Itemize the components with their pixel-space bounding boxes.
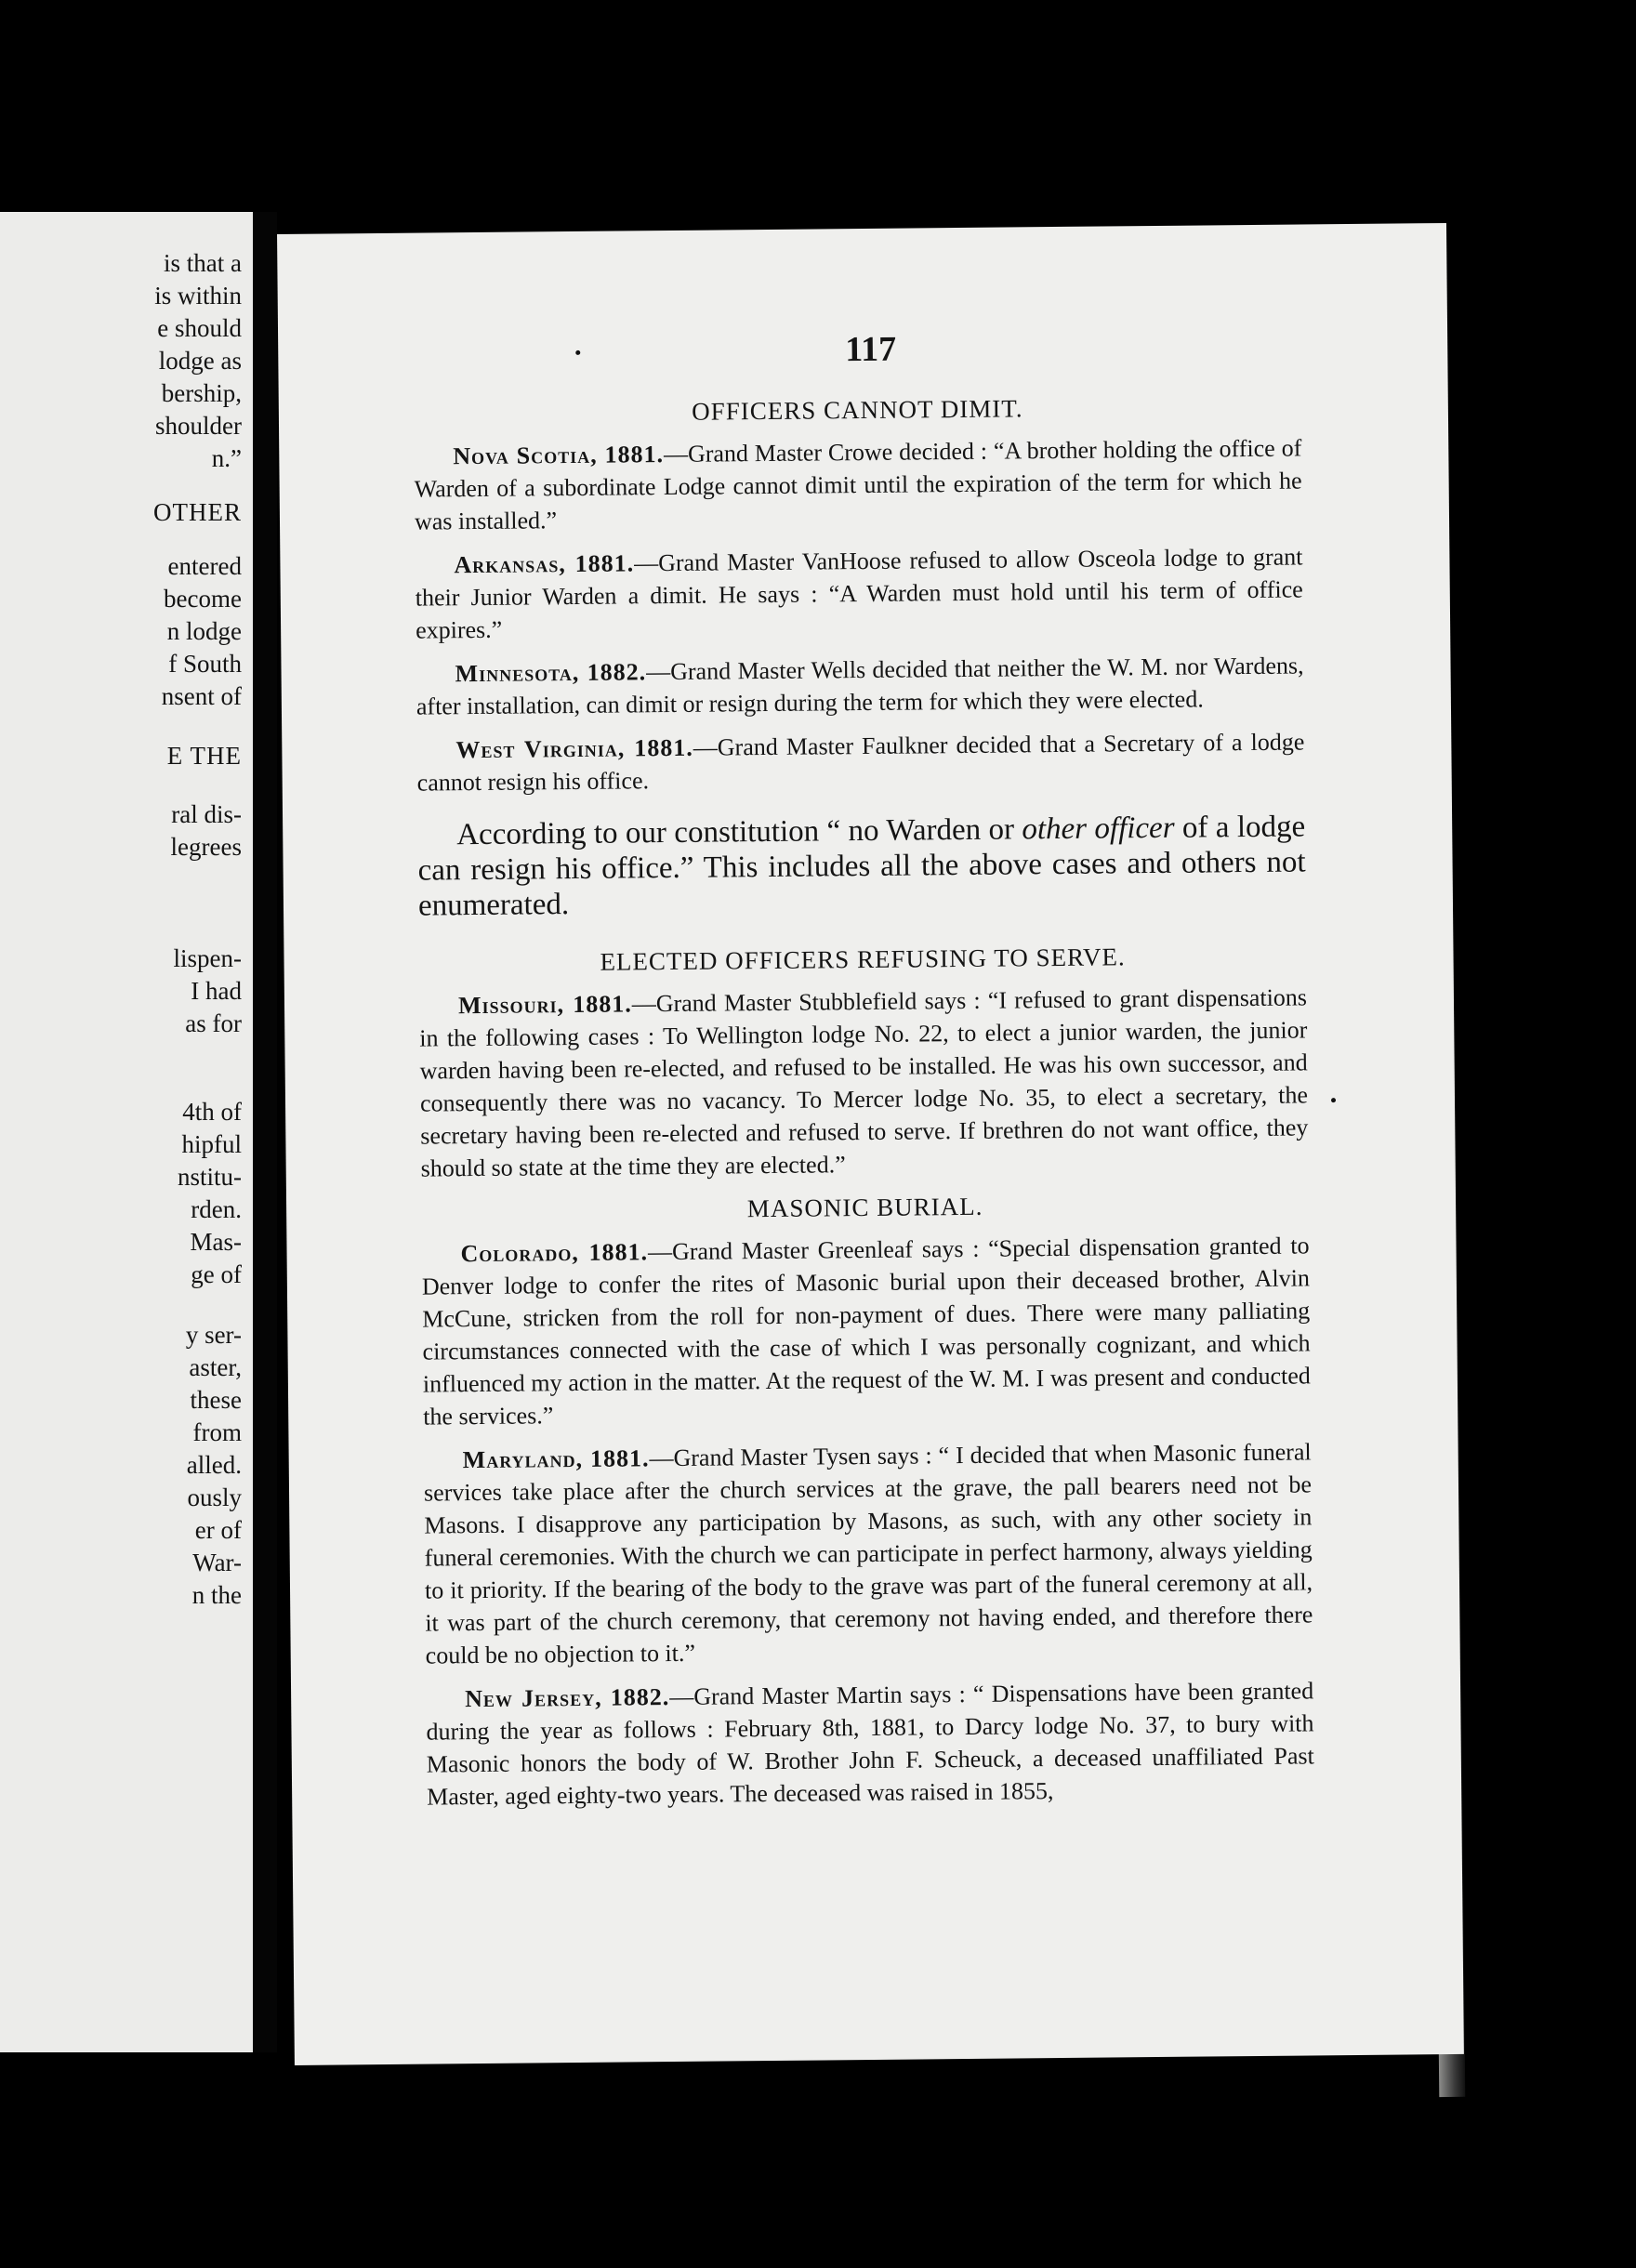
paragraph-text: —Grand Master Stubblefield says : “I refused to grant dispensations in the following cases : To Wellington lodge No. 22, to elect a junior warden, the junior warden having been re-elected, and refused to be installed. He was his own successor, and consequently there was no vacancy. To Mercer lodge No. 35, to elect a secretary, the secretary having been re-elected and refused to serve. If brethren do not want office, they should so state at the time they are elected.” — [419, 983, 1309, 1182]
left-page-line: e should — [157, 314, 242, 342]
left-page-line: n the — [191, 1581, 242, 1609]
left-page-line: OTHER — [153, 498, 242, 526]
left-page-line: from — [192, 1418, 242, 1446]
paragraph-west-virginia — [416, 725, 1305, 798]
paragraph-arkansas — [415, 540, 1303, 646]
left-page-line: ral dis- — [171, 800, 242, 828]
paragraph-text: —Grand Master Martin says : “ Dispensations have been granted during the year as follows : February 8th, 1881, to Darcy lodge No. 37, to bury with Masonic honors the body of W. Brother John F. Scheuck, a deceased unaffiliated Past Master, aged eighty-two years. The deceased was raised in 1855, — [426, 1677, 1314, 1811]
paragraph-text: —Grand Master Faulkner decided that a Secretary of a lodge cannot resign his office. — [416, 728, 1305, 797]
paragraph-nova-scotia — [414, 431, 1302, 537]
left-page-line: lodge as — [158, 347, 242, 375]
left-page-line: rden. — [191, 1195, 242, 1223]
left-page-line: y ser- — [185, 1321, 242, 1349]
left-page-line: I had — [191, 977, 242, 1005]
left-page-line: bership, — [161, 379, 242, 407]
heading-officers-cannot-dimit: OFFICERS CANNOT DIMIT. — [692, 394, 1023, 426]
state-label: New Jersey, 1882. — [465, 1683, 670, 1713]
page-content — [414, 389, 1315, 1824]
state-label: Nova Scotia, 1881. — [453, 441, 665, 470]
heading-masonic-burial: MASONIC BURIAL. — [746, 1192, 983, 1223]
state-label: Minnesota, 1882. — [455, 658, 647, 688]
left-page-line: entered — [167, 552, 242, 580]
left-page-line: these — [190, 1386, 242, 1414]
state-label: West Virginia, 1881. — [455, 733, 693, 764]
state-label: Arkansas, 1881. — [454, 549, 635, 579]
left-page-line: 4th of — [182, 1098, 242, 1126]
left-page-line: become — [164, 585, 242, 613]
paragraph-new-jersey — [426, 1674, 1314, 1813]
state-label: Missouri, 1881. — [457, 990, 632, 1020]
left-page-line: nsent of — [161, 682, 242, 710]
state-label: Colorado, 1881. — [460, 1238, 649, 1268]
left-page-line: lispen- — [173, 944, 242, 972]
paragraph-colorado — [421, 1229, 1311, 1432]
right-page — [277, 223, 1464, 2065]
left-page-line: nstitu- — [177, 1163, 242, 1191]
left-page-line: legrees — [170, 833, 242, 861]
constitution-note — [417, 809, 1306, 923]
left-page-line: aster, — [189, 1353, 242, 1381]
page-number: 117 — [845, 329, 897, 370]
scan-speck — [1331, 1098, 1336, 1102]
paragraph-text: —Grand Master Crowe decided : “A brother holding the office of Warden of a subordinate Lodge cannot dimit until the expiration of the term for which he was installed.” — [414, 434, 1302, 535]
paragraph-minnesota — [416, 649, 1304, 722]
left-page-line: alled. — [186, 1451, 242, 1479]
left-page-line: shoulder — [155, 412, 242, 440]
paragraph-text: —Grand Master Wells decided that neither the W. M. nor Wardens, after installation, can dimit or resign during the term for which they were elected. — [416, 652, 1304, 720]
left-page-line: ge of — [191, 1260, 242, 1288]
left-page-line: is within — [154, 282, 242, 310]
note-emphasis: other officer — [1022, 811, 1175, 847]
left-page-line: n lodge — [166, 617, 242, 645]
note-text: According to our constitution “ no Warden or — [456, 812, 1022, 852]
left-page-fragment — [0, 212, 253, 2052]
paragraph-text: —Grand Master Greenleaf says : “Special dispensation granted to Denver lodge to confer the rites of Masonic burial upon their deceased brother, Alvin McCune, stricken from the roll for non-payment of dues. There were many palliating circumstances connected with the case of which I was personally cognizant, and which influenced my action in the matter. At the request of the W. M. I was present and conducted the services.” — [421, 1232, 1312, 1431]
left-page-line: n.” — [211, 444, 242, 472]
left-page-line: is that a — [164, 249, 242, 277]
left-page-line: War- — [192, 1549, 242, 1576]
scan-speck — [575, 350, 580, 355]
paragraph-maryland — [424, 1435, 1313, 1671]
left-page-line: Mas- — [190, 1228, 242, 1256]
left-page-line: er of — [194, 1516, 242, 1544]
left-page-line: hipful — [181, 1130, 242, 1158]
book-gutter — [253, 212, 277, 2052]
paragraph-text: —Grand Master VanHoose refused to allow Osceola lodge to grant their Junior Warden a dimit. He says : “A Warden must hold until his term of office expires.” — [415, 543, 1303, 644]
left-page-line: E THE — [166, 742, 242, 770]
left-page-line: as for — [185, 1009, 242, 1037]
left-page-line: ously — [187, 1483, 242, 1511]
left-page-line: f South — [168, 650, 242, 678]
paragraph-text: —Grand Master Tysen says : “ I decided that when Masonic funeral services take place after the church services at the grave, the pall bearers need not be Masons. I disapprove any participation by Masons, as such, with any other society in funeral ceremonies. With the church we can participate in perfect harmony, always yielding to it priority. If the bearing of the body to the grave was part of the funeral ceremony at all, it was part of the church ceremony, that ceremony not having ended, and therefore there could be no objection to it.” — [423, 1438, 1313, 1669]
paragraph-missouri — [419, 981, 1309, 1184]
state-label: Maryland, 1881. — [462, 1444, 650, 1474]
note-text: of a lodge can resign his office.” This includes all the above cases and others not enumerated. — [417, 810, 1306, 923]
heading-elected-officers: ELECTED OFFICERS REFUSING TO SERVE. — [600, 943, 1126, 976]
